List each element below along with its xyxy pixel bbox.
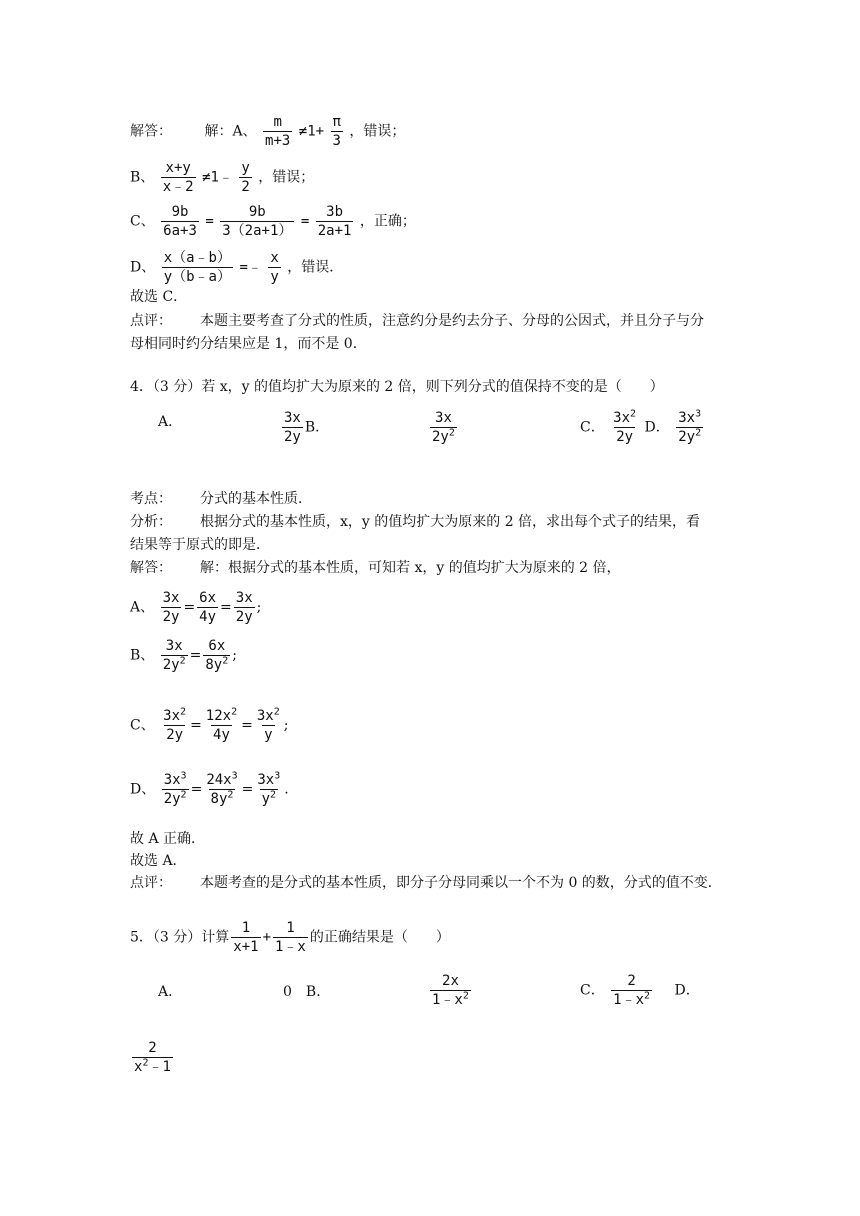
- expression: =﹣: [239, 259, 262, 276]
- numerator: x: [270, 250, 279, 266]
- verdict: ，错误．: [287, 259, 344, 276]
- verdict: ，错误；: [349, 123, 406, 140]
- exponent: 3: [274, 770, 281, 782]
- q4-kaodian: [130, 490, 312, 508]
- numerator: [676, 410, 703, 427]
- numerator: 3b: [326, 204, 344, 220]
- exponent: 2: [222, 655, 229, 667]
- denominator: 3（2a+1）: [222, 223, 293, 239]
- q3-answer-b-line: [130, 160, 314, 195]
- numerator: [204, 708, 239, 725]
- option-value: 0: [283, 984, 292, 1000]
- base: 2y: [678, 429, 696, 445]
- fraction: [161, 590, 182, 625]
- q4-step-b: B、 $\frac{3x}{2y^2}$ = $\frac{6x}{8y^2}$ ;: [130, 638, 237, 673]
- denominator: 3: [332, 133, 341, 149]
- exponent: 2: [448, 427, 455, 439]
- numerator: x+y: [165, 160, 191, 176]
- numerator: 1: [286, 920, 295, 936]
- denominator: 2y: [235, 609, 253, 625]
- denominator: [430, 990, 471, 1008]
- denominator: 2y: [616, 429, 634, 445]
- option-lead: B、: [130, 647, 155, 664]
- base: 8y: [210, 791, 228, 807]
- q5-option-a-label: A．: [158, 984, 183, 1000]
- denominator: 1﹣x: [275, 939, 306, 955]
- numerator: y: [241, 160, 250, 176]
- q3-comment-line-1: [130, 312, 704, 330]
- q5-option-a-value: [283, 983, 330, 1001]
- punctuation: ;: [283, 717, 289, 734]
- numerator: 3x: [162, 590, 180, 606]
- base: 2y: [432, 429, 449, 445]
- fraction: [676, 410, 703, 445]
- q5-option-b: [428, 973, 473, 1008]
- exponent: 2: [273, 706, 280, 718]
- numerator: 3x: [435, 410, 452, 426]
- denominator: [203, 655, 230, 673]
- fraction: [255, 708, 282, 743]
- q4-option-b-label: B．: [304, 419, 330, 436]
- fraction: [161, 204, 199, 239]
- q4-answer-intro: [130, 559, 621, 577]
- comment-label: 点评：: [130, 875, 172, 891]
- denominator: 4y: [199, 609, 217, 625]
- denominator: [430, 427, 457, 445]
- fraction: [255, 772, 282, 807]
- q5-option-c-label: C．: [580, 982, 605, 999]
- exponent: 3: [231, 770, 238, 782]
- base: 1﹣x: [432, 992, 463, 1008]
- base: 3x: [163, 708, 181, 724]
- base: 2y: [163, 791, 181, 807]
- base: y: [261, 791, 271, 807]
- denominator: y: [270, 269, 279, 285]
- q4-step-a: A、 $\frac{3x}{2y}$ = $\frac{6x}{4y}$ = $\frac{3x}{2y}$ ;: [130, 590, 262, 625]
- q4-option-a: [280, 410, 329, 445]
- fraction: [132, 1040, 173, 1075]
- fraction: [331, 114, 343, 149]
- expression: ≠1+: [298, 123, 325, 140]
- q4-step-c: C、 $\frac{3x^2}{2y}$ = $\frac{12x^2}{4y}$ = $\frac{3x^2}{y}$ ;: [130, 706, 289, 743]
- denominator: 6a+3: [163, 223, 197, 239]
- fraction: [268, 250, 280, 285]
- numerator: 2: [148, 1040, 157, 1056]
- numerator: [255, 772, 282, 789]
- denominator: 2y: [166, 727, 184, 743]
- answer-label: 解答：: [130, 123, 172, 140]
- denominator: [676, 427, 703, 445]
- denominator: [132, 1057, 173, 1075]
- analysis-text: 根据分式的基本性质，x，y 的值均扩大为原来的 2 倍，求出每个式子的结果，看: [200, 514, 701, 530]
- denominator: [260, 789, 278, 807]
- base: x: [134, 1059, 143, 1075]
- numerator: [255, 708, 282, 725]
- kaodian-text: 分式的基本性质．: [200, 491, 312, 507]
- q5-option-d-label: D．: [674, 982, 700, 999]
- q3-answer-c-line: [130, 204, 416, 239]
- option-lead: D、: [130, 781, 156, 798]
- numerator: 2x: [442, 973, 459, 989]
- exponent: 2: [644, 990, 651, 1002]
- numerator: [161, 708, 188, 725]
- base: 24x: [206, 772, 232, 788]
- fraction: [282, 410, 303, 445]
- q3-comment-line-2: 母相同时约分结果应是 1，而不是 0．: [130, 336, 367, 352]
- analysis-label: 分析：: [130, 514, 172, 530]
- fraction: [239, 160, 251, 195]
- numerator: π: [332, 114, 341, 130]
- fraction: [204, 708, 239, 743]
- denominator: 2: [241, 179, 250, 195]
- base: 3x: [257, 772, 275, 788]
- plus: +: [262, 929, 271, 946]
- numerator: 6x: [208, 638, 226, 654]
- q3-choose: 故选 C．: [130, 289, 188, 305]
- numerator: x（a﹣b）: [163, 250, 231, 266]
- base: 3x: [613, 410, 631, 426]
- fraction: [430, 410, 457, 445]
- option-lead: C、: [130, 213, 155, 230]
- exponent: 2: [462, 990, 469, 1002]
- comment-text: 本题主要考查了分式的性质，注意约分是约去分子、分母的公因式，并且分子与分: [200, 313, 704, 329]
- exponent: 2: [180, 789, 187, 801]
- q5-option-c: [580, 973, 700, 1008]
- q4-step-d: D、 $\frac{3x^3}{2y^2}$ = $\frac{24x^3}{8y^2}$ = $\frac{3x^3}{y^2}$ .: [130, 770, 289, 807]
- equals: =: [205, 213, 214, 230]
- option-lead: C、: [130, 717, 155, 734]
- base: 3x: [256, 708, 274, 724]
- verdict: ，正确；: [359, 213, 416, 230]
- option-lead: A、: [130, 599, 155, 616]
- base: 2y: [162, 657, 180, 673]
- punctuation: .: [284, 781, 289, 798]
- numerator: [611, 410, 638, 427]
- denominator: [161, 655, 188, 673]
- exponent: 2: [142, 1057, 149, 1069]
- fraction: [231, 920, 260, 955]
- exponent: 2: [630, 408, 637, 420]
- q4-option-b: [428, 410, 459, 445]
- denominator: 2a+1: [317, 223, 352, 239]
- fraction: [197, 590, 218, 625]
- fraction: [430, 973, 471, 1008]
- q4-option-c-label: C．: [580, 419, 605, 436]
- punctuation: ;: [232, 647, 237, 664]
- numerator: 9b: [248, 204, 266, 220]
- answer-lead: 解：A、: [204, 123, 257, 140]
- q5-stem: [130, 920, 450, 955]
- fraction: [161, 160, 196, 195]
- comment-label: 点评：: [130, 313, 172, 329]
- option-lead: D、: [130, 259, 156, 276]
- q4-option-c: [580, 410, 705, 445]
- equals: =: [300, 213, 310, 230]
- fraction: [220, 204, 294, 239]
- stem-text: 的正确结果是（ ）: [309, 929, 450, 946]
- fraction: [161, 708, 188, 743]
- fraction: [162, 772, 189, 807]
- exponent: 2: [695, 427, 702, 439]
- kaodian-label: 考点：: [130, 491, 172, 507]
- fraction: [203, 638, 230, 673]
- q5-option-d: [130, 1040, 175, 1075]
- exponent: 2: [270, 789, 277, 801]
- fraction: [161, 638, 188, 673]
- punctuation: ;: [256, 599, 262, 616]
- fraction: [234, 590, 255, 625]
- denominator: 4y: [213, 727, 230, 743]
- q4-option-d-label: D．: [644, 419, 670, 436]
- denominator: 2y: [162, 609, 180, 625]
- numerator: m: [273, 114, 282, 130]
- base: 1﹣x: [613, 992, 645, 1008]
- q4-analysis-line-2: 结果等于原式的即是．: [130, 537, 270, 553]
- base: 8y: [205, 657, 223, 673]
- term: ﹣1: [148, 1059, 171, 1075]
- numerator: [204, 772, 239, 789]
- numerator: 3x: [284, 410, 301, 426]
- exponent: 2: [227, 789, 234, 801]
- fraction: [316, 204, 354, 239]
- base: 12x: [205, 708, 232, 724]
- q4-option-a-label: A．: [158, 414, 183, 430]
- exponent: 3: [695, 408, 702, 420]
- numerator: [162, 772, 189, 789]
- numerator: 3x: [165, 638, 183, 654]
- comment-text: 本题考查的是分式的基本性质，即分子分母同乘以一个不为 0 的数，分式的值不变．: [200, 875, 722, 891]
- q3-answer-d-line: [130, 250, 343, 285]
- q4-conclusion: 故 A 正确．: [130, 831, 206, 847]
- q4-choose: 故选 A．: [130, 853, 187, 869]
- q4-stem: 4．（3 分）若 x，y 的值均扩大为原来的 2 倍，则下列分式的值保持不变的是（ ）: [130, 379, 664, 395]
- exponent: 3: [180, 770, 187, 782]
- fraction: [273, 920, 308, 955]
- numerator: 3x: [235, 590, 253, 606]
- base: 3x: [163, 772, 181, 788]
- fraction: [204, 772, 239, 807]
- exponent: 2: [180, 706, 187, 718]
- denominator: [209, 789, 236, 807]
- denominator: y: [264, 727, 273, 743]
- denominator: m+3: [265, 133, 291, 149]
- fraction: [611, 973, 652, 1008]
- expression: ≠1﹣: [202, 169, 233, 186]
- q4-analysis-line-1: [130, 513, 700, 531]
- option-lead: B、: [130, 169, 155, 186]
- q5-option-b-label: B．: [305, 984, 331, 1000]
- numerator: 9b: [171, 204, 189, 220]
- answer-text: 解：根据分式的基本性质，可知若 x，y 的值均扩大为原来的 2 倍，: [200, 560, 621, 576]
- numerator: 2: [627, 973, 636, 989]
- denominator: [611, 990, 652, 1008]
- exponent: 2: [179, 655, 186, 667]
- q3-answer-a-line: [130, 114, 405, 149]
- fraction: [611, 410, 638, 445]
- denominator: x+1: [233, 939, 259, 955]
- denominator: x﹣2: [162, 179, 194, 195]
- answer-label: 解答：: [130, 560, 172, 576]
- stem-text: 5．（3 分）计算: [130, 929, 230, 946]
- exponent: 2: [231, 706, 238, 718]
- denominator: 2y: [284, 429, 301, 445]
- denominator: [162, 789, 189, 807]
- fraction: [263, 114, 292, 149]
- base: 3x: [678, 410, 696, 426]
- q4-comment: [130, 874, 722, 892]
- verdict: ，错误；: [258, 169, 315, 186]
- fraction: [162, 250, 233, 285]
- denominator: y（b﹣a）: [163, 269, 231, 285]
- numerator: 1: [241, 920, 251, 936]
- numerator: 6x: [199, 590, 217, 606]
